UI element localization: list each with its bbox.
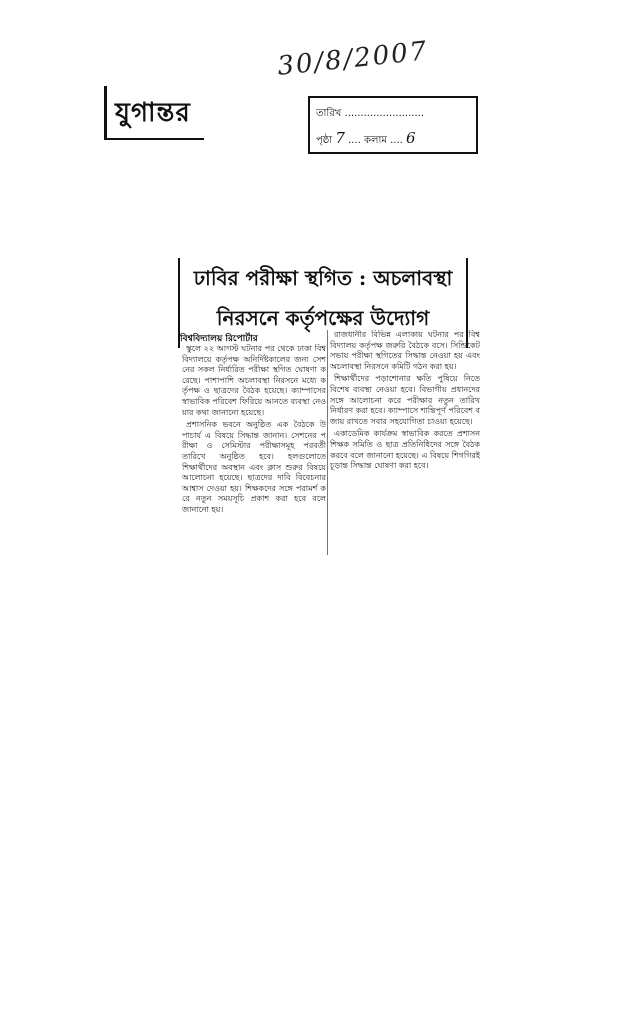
stamp-column-label: কলাম (364, 135, 387, 146)
article-paragraph: শিক্ষার্থীদের পড়াশোনার ক্ষতি পুষিয়ে নিতে বিশেষ ব্যবস্থা নেওয়া হবে। বিভাগীয় প্রধানদের সঙ্গে আলোচনা করে পরীক্ষার নতুন তারিখ নির্ধারণ করা হবে। ক্যাম্পাসে শান্তিপূর্ণ পরিবেশ বজায় রাখতে সবার সহযোগিতা চাওয়া হয়েছে। (330, 374, 480, 426)
newspaper-masthead: যুগান্তর (104, 86, 204, 140)
stamp-date-label: তারিখ (316, 108, 342, 119)
article-column-right (330, 330, 480, 554)
stamp-page-value: 7 (335, 129, 345, 147)
column-divider (327, 330, 328, 555)
article-paragraph: রাজধানীর বিভিন্ন এলাকায় ঘটনার পর বিশ্ববিদ্যালয় কর্তৃপক্ষ জরুরি বৈঠকে বসে। সিন্ডিকেট সভায় পরীক্ষা স্থগিতের সিদ্ধান্ত নেওয়া হয় এবং অচলাবস্থা নিরসনে কমিটি গঠন করা হয়। (330, 330, 480, 371)
article-byline: বিশ্ববিদ্যালয় রিপোর্টার (180, 334, 258, 343)
article-paragraph: একাডেমিক কার্যক্রম স্বাভাবিক করতে প্রশাসন শিক্ষক সমিতি ও ছাত্র প্রতিনিধিদের সঙ্গে বৈঠক করবে বলে জানানো হয়েছে। এ বিষয়ে শিগগিরই চূড়ান্ত সিদ্ধান্ত ঘোষণা করা হবে। (330, 429, 480, 471)
article-column-left (182, 344, 326, 544)
stamp-page-row: পৃষ্ঠা 7 .... কলাম .... 6 (316, 129, 416, 147)
headline-line-1: ঢাবির পরীক্ষা স্থগিত : অচলাবস্থা (193, 266, 453, 290)
article-paragraph: প্রশাসনিক ভবনে অনুষ্ঠিত এক বৈঠকে উপাচার্য এ বিষয়ে সিদ্ধান্ত জানান। সেশনের পরীক্ষা ও সেমিস্টার পরীক্ষাসমূহ পরবর্তী তারিখে অনুষ্ঠিত হবে। হলগুলোতে শিক্ষার্থীদের অবস্থান এবং ক্লাস শুরুর বিষয়ে আলোচনা হয়েছে। ছাত্রদের দাবি বিবেচনার আশ্বাস দেওয়া হয়। শিক্ষকদের সঙ্গে পরামর্শ করে নতুন সময়সূচি প্রকাশ করা হবে বলে জানানো হয়। (182, 420, 326, 514)
stamp-column-value: 6 (406, 129, 416, 147)
stamp-date-row: তারিখ ......................... (316, 108, 424, 119)
stamp-page-label: পৃষ্ঠা (316, 135, 333, 146)
article-paragraph: স্কুলে ২২ আগস্ট ঘটনার পর থেকে ঢাকা বিশ্ববিদ্যালয়ে কর্তৃপক্ষ অনির্দিষ্টকালের জন্য সেশনের সকল নির্ধারিত পরীক্ষা স্থগিত ঘোষণা করেছে। পাশাপাশি অচলাবস্থা নিরসনে মধ্যে কর্তৃপক্ষ ও ছাত্রদের বৈঠক হয়েছে। ক্যাম্পাসের স্বাভাবিক পরিবেশ ফিরিয়ে আনতে ব্যবস্থা নেওয়ার কথা জানানো হয়েছে। (182, 344, 326, 417)
handwritten-date: 30/8/2007 (276, 36, 430, 82)
headline-line-2: নিরসনে কর্তৃপক্ষের উদ্যোগ (216, 306, 430, 330)
clipping-stamp (308, 96, 478, 154)
